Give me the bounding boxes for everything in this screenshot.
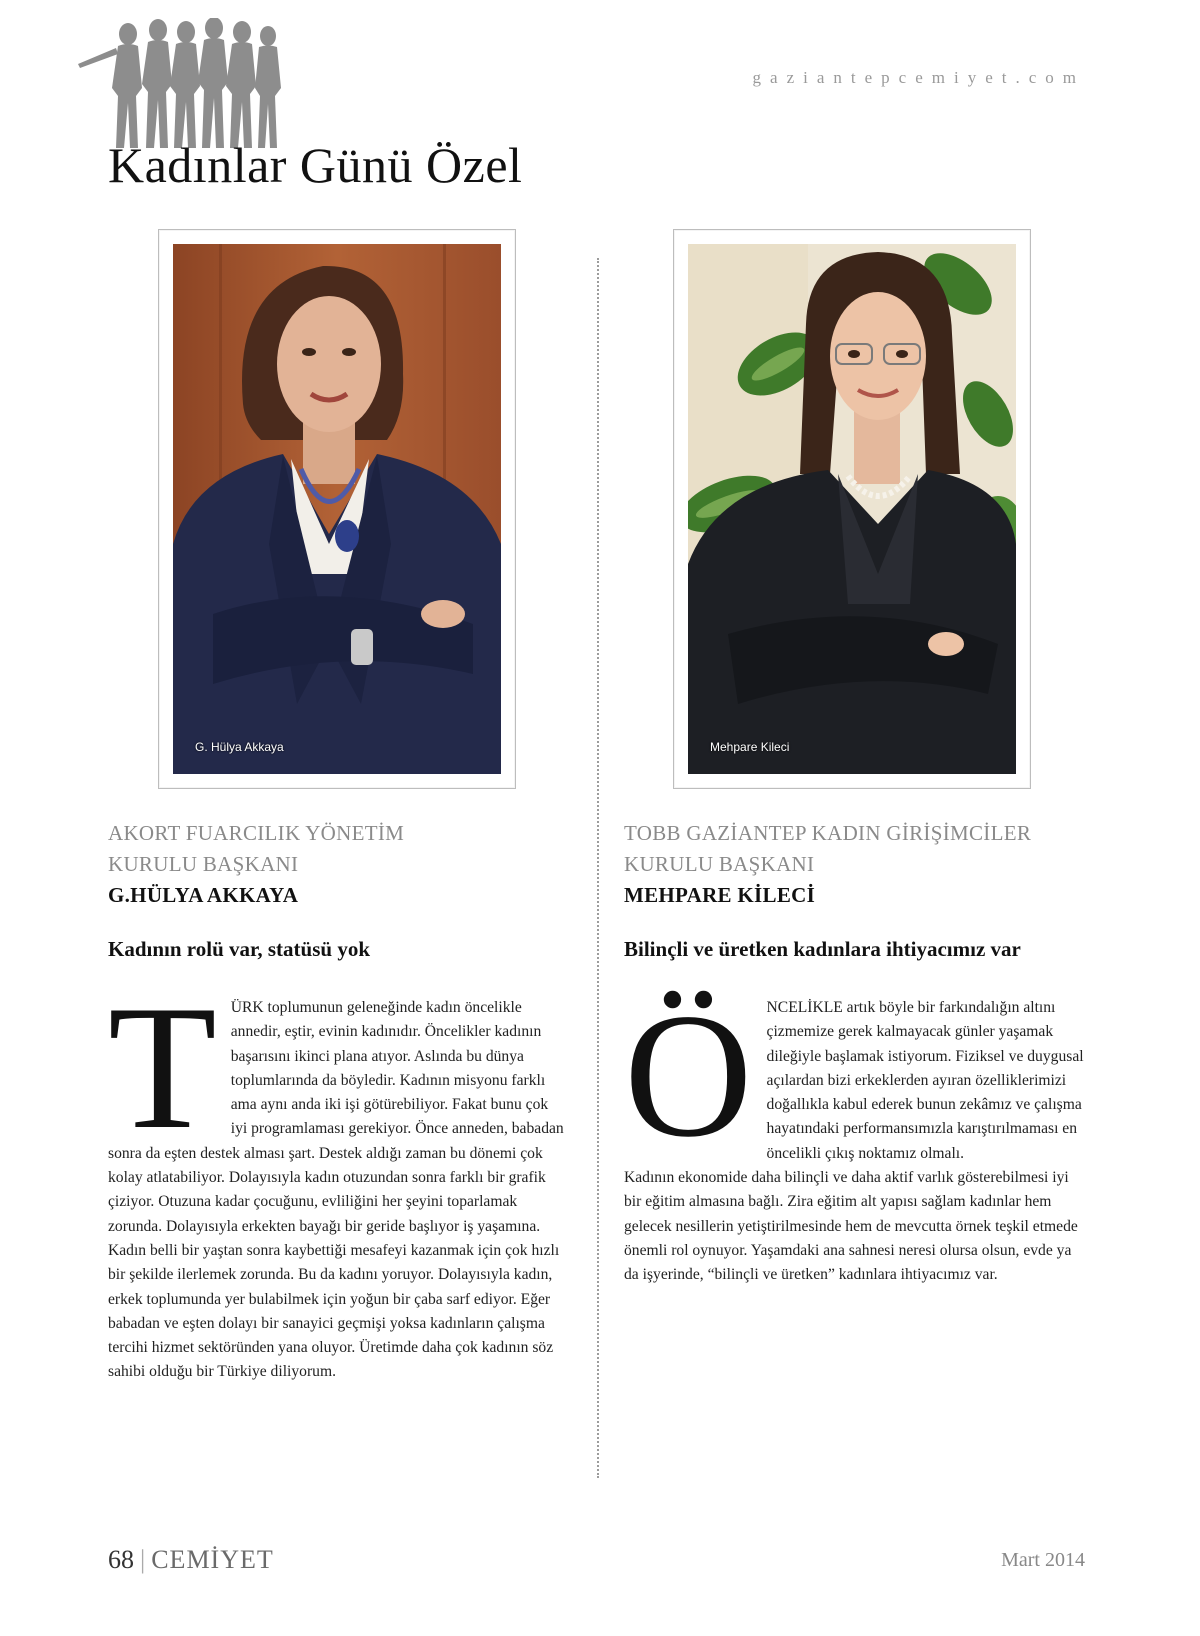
drop-cap: T <box>108 968 217 1166</box>
role-line: TOBB GAZİANTEP KADIN GİRİŞİMCİLER <box>624 821 1032 845</box>
column-divider <box>597 258 599 1478</box>
photo-frame-left <box>158 229 516 789</box>
role-line: AKORT FUARCILIK YÖNETİM <box>108 821 405 845</box>
women-silhouettes-icon <box>78 18 283 153</box>
section-title: Kadınlar Günü Özel <box>108 137 523 193</box>
role-line: KURULU BAŞKANI <box>108 852 299 876</box>
role-line: KURULU BAŞKANI <box>624 852 815 876</box>
site-url: gaziantepcemiyet.com <box>752 68 1085 87</box>
article-text: NCELİKLE artık böyle bir farkındalığın altını çizmemize gerek kalmayacak günler yaşamak dileğiyle başlamak istiyorum. Fiziksel ve duygusal açılardan bizi erkeklerden ayıran özelliklerimizi doğallıkla kabul ederek bunun zekâmız ve çalışma hayatındaki performansımızla karıştırılmaması en öncelikli çıkış noktamız olmalı. <box>766 999 1084 1162</box>
photo-caption-left: G. Hülya Akkaya <box>195 740 284 754</box>
folio-separator: | <box>140 1545 146 1574</box>
article-body <box>108 968 568 1385</box>
person-name: G.HÜLYA AKKAYA <box>108 883 299 907</box>
article-headline: Bilinçli ve üretken kadınlara ihtiyacımız var <box>624 937 1021 961</box>
portrait-photo-left <box>173 244 501 774</box>
issue-date: Mart 2014 <box>1001 1549 1085 1571</box>
page-number: 68 <box>108 1545 134 1574</box>
magazine-name: CEMİYET <box>151 1545 274 1574</box>
right-article <box>624 818 1084 1288</box>
person-name: MEHPARE KİLECİ <box>624 883 816 907</box>
drop-cap: Ö <box>624 976 753 1174</box>
article-body <box>624 976 1084 1288</box>
article-paragraph: Kadının ekonomide daha bilinçli ve daha aktif varlık gösterebilmesi iyi bir eğitim almasına bağlı. Zira eğitim alt yapısı sağlam kadınlar hem gelecek nesillerin yetiştirilmesinde hem de mevcutta örnek teşkil etmede önemli rol oynuyor. Yaşamdaki ana sahnesi neresi olursa olsun, evde ya da işyerinde, “bilinçli ve üretken” kadınlara ihtiyacımız var. <box>624 1169 1078 1284</box>
portrait-photo-right <box>688 244 1016 774</box>
left-article <box>108 818 568 1385</box>
article-headline: Kadının rolü var, statüsü yok <box>108 937 371 961</box>
photo-frame-right <box>673 229 1031 789</box>
page-folio <box>108 1545 274 1575</box>
article-text: ÜRK toplumunun geleneğinde kadın öncelikle annedir, eştir, evinin kadınıdır. Öncelikler kadının başarısını ikinci plana atıyor. Aslında bu dünya toplumlarında da böyledir. Kadının misyonu farklı ama aynı anda iki işi götürebiliyor. Fakat bunu çok iyi programlaması gerekiyor. Önce anneden, babadan sonra da eşten destek alması şart. Destek aldığı zaman bu dönemi çok kolay atlatabiliyor. Dolayısıyla kadın otuzundan sonra farklı bir grafik çiziyor. Otuzuna kadar çocuğunu, evliliğini her şeyini toparlamak zorunda. Dolayısıyla erkekten bayağı bir geride başlıyor iş yaşamına. Kadın belli bir yaştan sonra kaybettiği mesafeyi kazanmak için çok hızlı bir şekilde ilerlemek zorunda. Bu da kadını yoruyor. Dolayısıyla kadın, erkek toplumunda yer bulabilmek için yoğun bir çaba sarf ediyor. Eğer babadan ve eşten dolayı bir sanayici geçmişi yoksa kadınların çalışma tercihi hizmet sektöründen yana oluyor. Üretimde daha çok kadının söz sahibi olduğu bir Türkiye diliyorum. <box>108 999 564 1381</box>
photo-caption-right: Mehpare Kileci <box>710 740 790 754</box>
